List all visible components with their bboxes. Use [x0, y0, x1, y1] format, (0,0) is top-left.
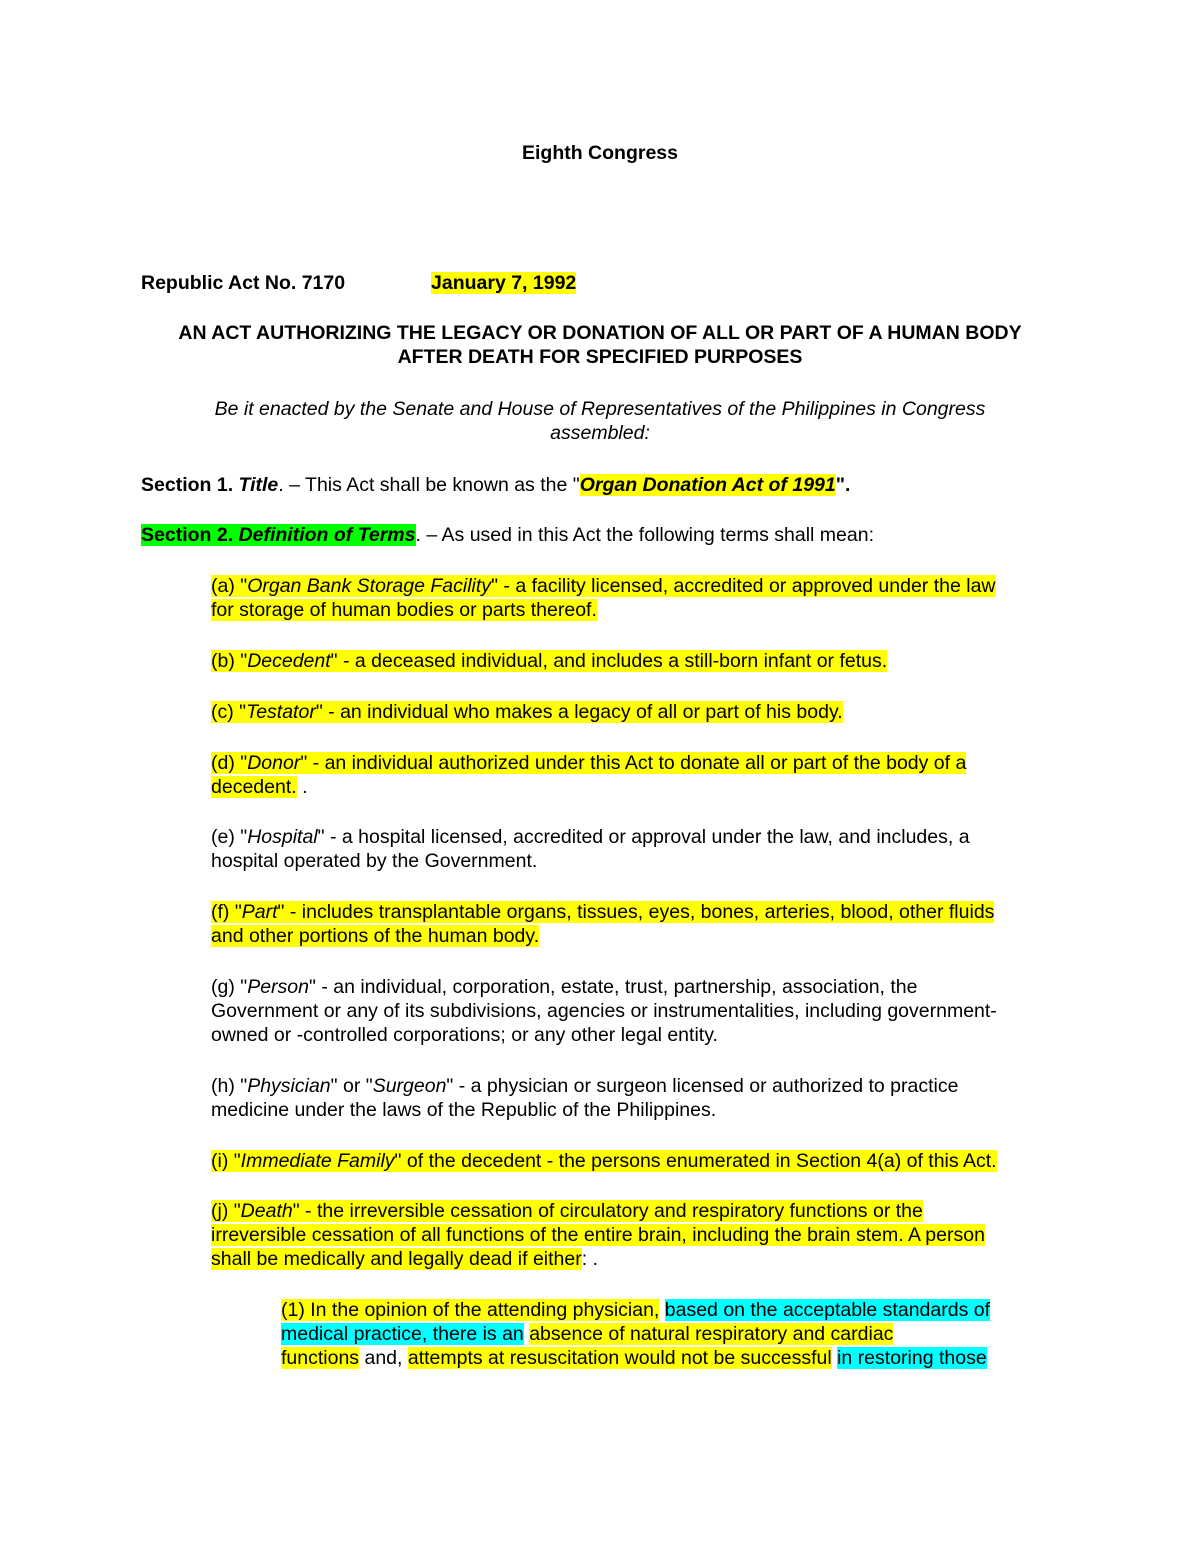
definition-e-line-1: (e) "Hospital" - a hospital licensed, accredited or approval under the law, and includes, a — [211, 826, 970, 848]
definition-d-line-1: (d) "Donor" - an individual authorized under this Act to donate all or part of the body of a — [211, 752, 967, 774]
section-1-text: . – This Act shall be known as the " — [278, 474, 580, 496]
definition-i-term: Immediate Family — [240, 1150, 395, 1172]
definition-f-line-2: and other portions of the human body. — [211, 925, 540, 947]
definition-h-line-2: medicine under the laws of the Republic of the Philippines. — [211, 1099, 717, 1121]
subclause-1-line-2: medical practice, there is an absence of natural respiratory and cardiac — [281, 1323, 894, 1345]
definition-h-term: Physician — [247, 1075, 331, 1097]
definition-j-line-3: shall be medically and legally dead if either: . — [211, 1248, 598, 1270]
definition-h-line-1: (h) "Physician" or "Surgeon" - a physician or surgeon licensed or authorized to practice — [211, 1075, 959, 1097]
definition-j-term: Death — [240, 1200, 293, 1222]
definition-c: (c) "Testator" - an individual who makes a legacy of all or part of his body. — [211, 701, 843, 723]
section-2-heading: Definition of Terms — [238, 524, 416, 546]
definition-c-term: Testator — [246, 701, 316, 723]
definition-j-line-2: irreversible cessation of all functions of the entire brain, including the brain stem. A person — [211, 1224, 985, 1246]
definition-b-term: Decedent — [247, 650, 331, 672]
definition-h-term-2: Surgeon — [372, 1075, 447, 1097]
enacting-clause-line-2: assembled: — [550, 422, 650, 444]
definition-g-term: Person — [247, 976, 309, 998]
definition-a-text: " - a facility licensed, accredited or approved under the law — [491, 575, 996, 597]
section-1-label: Section 1. — [141, 474, 234, 496]
act-title-line-2: AFTER DEATH FOR SPECIFIED PURPOSES — [397, 346, 803, 368]
section-1-end: ". — [835, 474, 851, 496]
definition-d-term: Donor — [247, 752, 301, 774]
definition-a-line-1 — [211, 574, 996, 599]
definition-a-prefix: (a) " — [211, 575, 248, 597]
act-date — [431, 271, 576, 296]
definition-g-line-3: owned or -controlled corporations; or any other legal entity. — [211, 1024, 718, 1046]
section-1 — [141, 473, 850, 498]
section-2-dot: . — [415, 524, 421, 546]
section-2-label: Section 2. — [141, 524, 234, 546]
definition-a-term: Organ Bank Storage Facility — [247, 575, 492, 597]
section-2 — [141, 523, 874, 548]
definition-e-line-2: hospital operated by the Government. — [211, 850, 538, 872]
subclause-1-line-1: (1) In the opinion of the attending physician, based on the acceptable standards of — [281, 1299, 991, 1321]
enacting-clause-line-1: Be it enacted by the Senate and House of Representatives of the Philippines in Congress — [214, 398, 986, 420]
act-number: Republic Act No. 7170 — [141, 272, 346, 294]
act-title-line-1: AN ACT AUTHORIZING THE LEGACY OR DONATION OF ALL OR PART OF A HUMAN BODY — [178, 322, 1022, 344]
definition-d-line-2: decedent. . — [211, 776, 308, 798]
definition-i: (i) "Immediate Family" of the decedent - the persons enumerated in Section 4(a) of this Act. — [211, 1150, 997, 1172]
definition-a-line-2: for storage of human bodies or parts thereof. — [211, 599, 597, 621]
definition-e-term: Hospital — [247, 826, 318, 848]
definition-g-line-1: (g) "Person" - an individual, corporation, estate, trust, partnership, association, the — [211, 976, 918, 998]
subclause-1-line-3: functions and, attempts at resuscitation would not be successful in restoring those — [281, 1347, 987, 1369]
definition-g-line-2: Government or any of its subdivisions, agencies or instrumentalities, including government- — [211, 1000, 997, 1022]
congress-heading: Eighth Congress — [521, 142, 678, 164]
section-1-heading: Title — [238, 474, 279, 496]
definition-f-line-1: (f) "Part" - includes transplantable organs, tissues, eyes, bones, arteries, blood, other fluids — [211, 901, 995, 923]
act-date-highlight: January 7, 1992 — [431, 272, 577, 294]
section-2-label-highlight — [141, 524, 416, 546]
definition-j-line-1: (j) "Death" - the irreversible cessation of circulatory and respiratory functions or the — [211, 1200, 923, 1222]
definition-b: (b) "Decedent" - a deceased individual, and includes a still-born infant or fetus. — [211, 650, 888, 672]
section-2-text: – As used in this Act the following terms shall mean: — [420, 524, 874, 546]
definition-f-term: Part — [241, 901, 278, 923]
section-1-act-name: Organ Donation Act of 1991 — [579, 474, 836, 496]
